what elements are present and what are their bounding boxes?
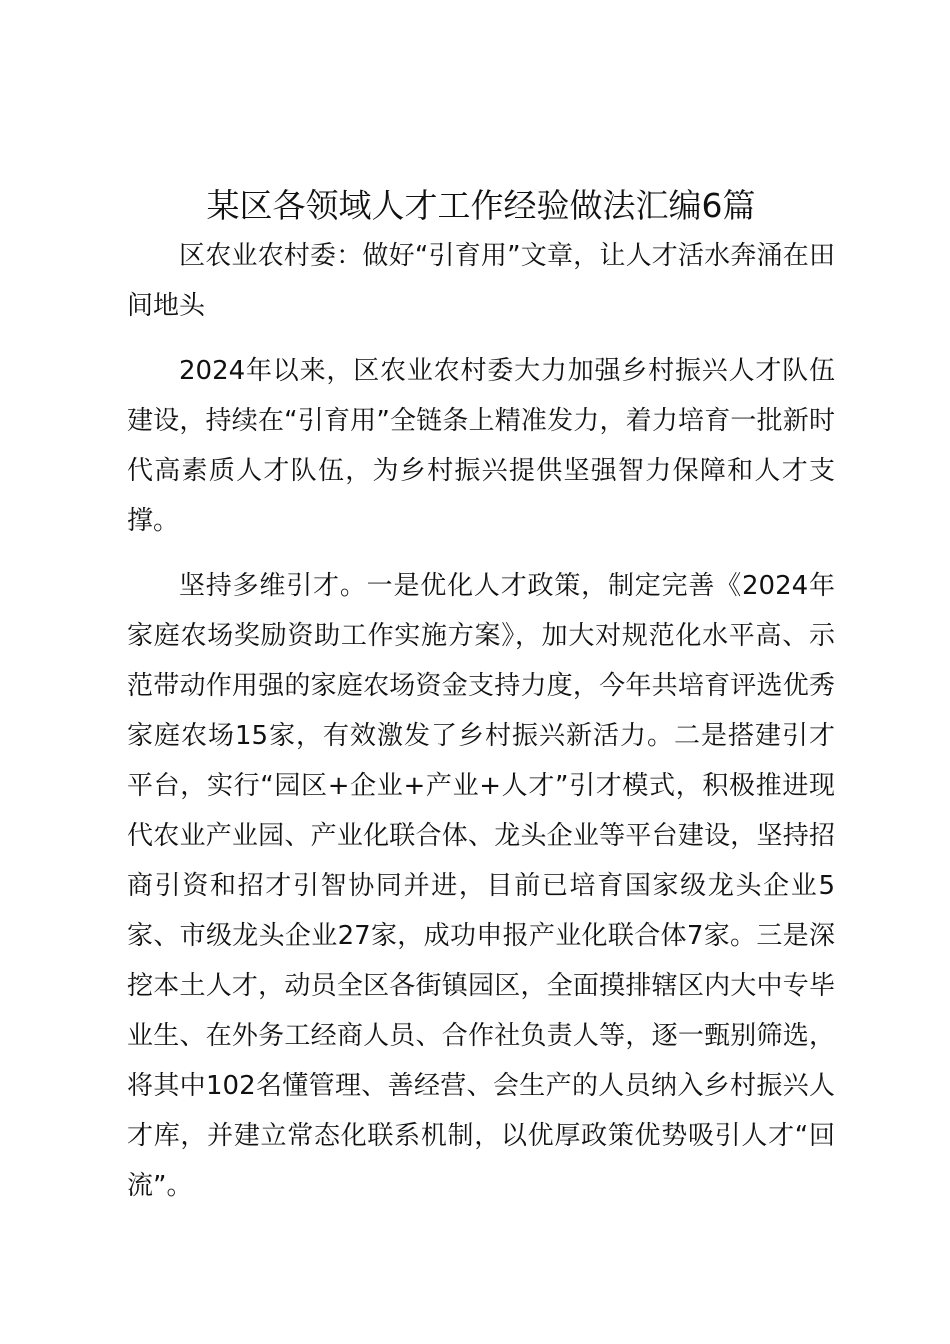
paragraph-spacer (127, 546, 835, 561)
section-subtitle: 区农业农村委：做好“引育用”文章，让人才活水奔涌在田间地头 (127, 241, 835, 321)
paragraph-spacer (127, 331, 835, 346)
body-paragraph-intro: 2024年以来，区农业农村委大力加强乡村振兴人才队伍建设，持续在“引育用”全链条上精准发力，着力培育一批新时代高素质人才队伍，为乡村振兴提供坚强智力保障和人才支撑。 (127, 356, 835, 536)
document-title: 某区各领域人才工作经验做法汇编6篇 (206, 186, 756, 225)
body-paragraph-talent-introduction: 坚持多维引才。一是优化人才政策，制定完善《2024年家庭农场奖励资助工作实施方案》，加大对规范化水平高、示范带动作用强的家庭农场资金支持力度，今年共培育评选优秀家庭农场15家，有效激发了乡村振兴新活力。二是搭建引才平台，实行“园区+企业+产业+人才”引才模式，积极推进现代农业产业园、产业化联合体、龙头企业等平台建设，坚持招商引资和招才引智协同并进，目前已培育国家级龙头企业5家、市级龙头企业27家，成功申报产业化联合体7家。三是深挖本土人才，动员全区各街镇园区，全面摸排辖区内大中专毕业生、在外务工经商人员、合作社负责人等，逐一甄别筛选，将其中102名懂管理、善经营、会生产的人员纳入乡村振兴人才库，并建立常态化联系机制，以优厚政策优势吸引人才“回流”。 (127, 571, 835, 1201)
document-body (127, 181, 835, 1211)
